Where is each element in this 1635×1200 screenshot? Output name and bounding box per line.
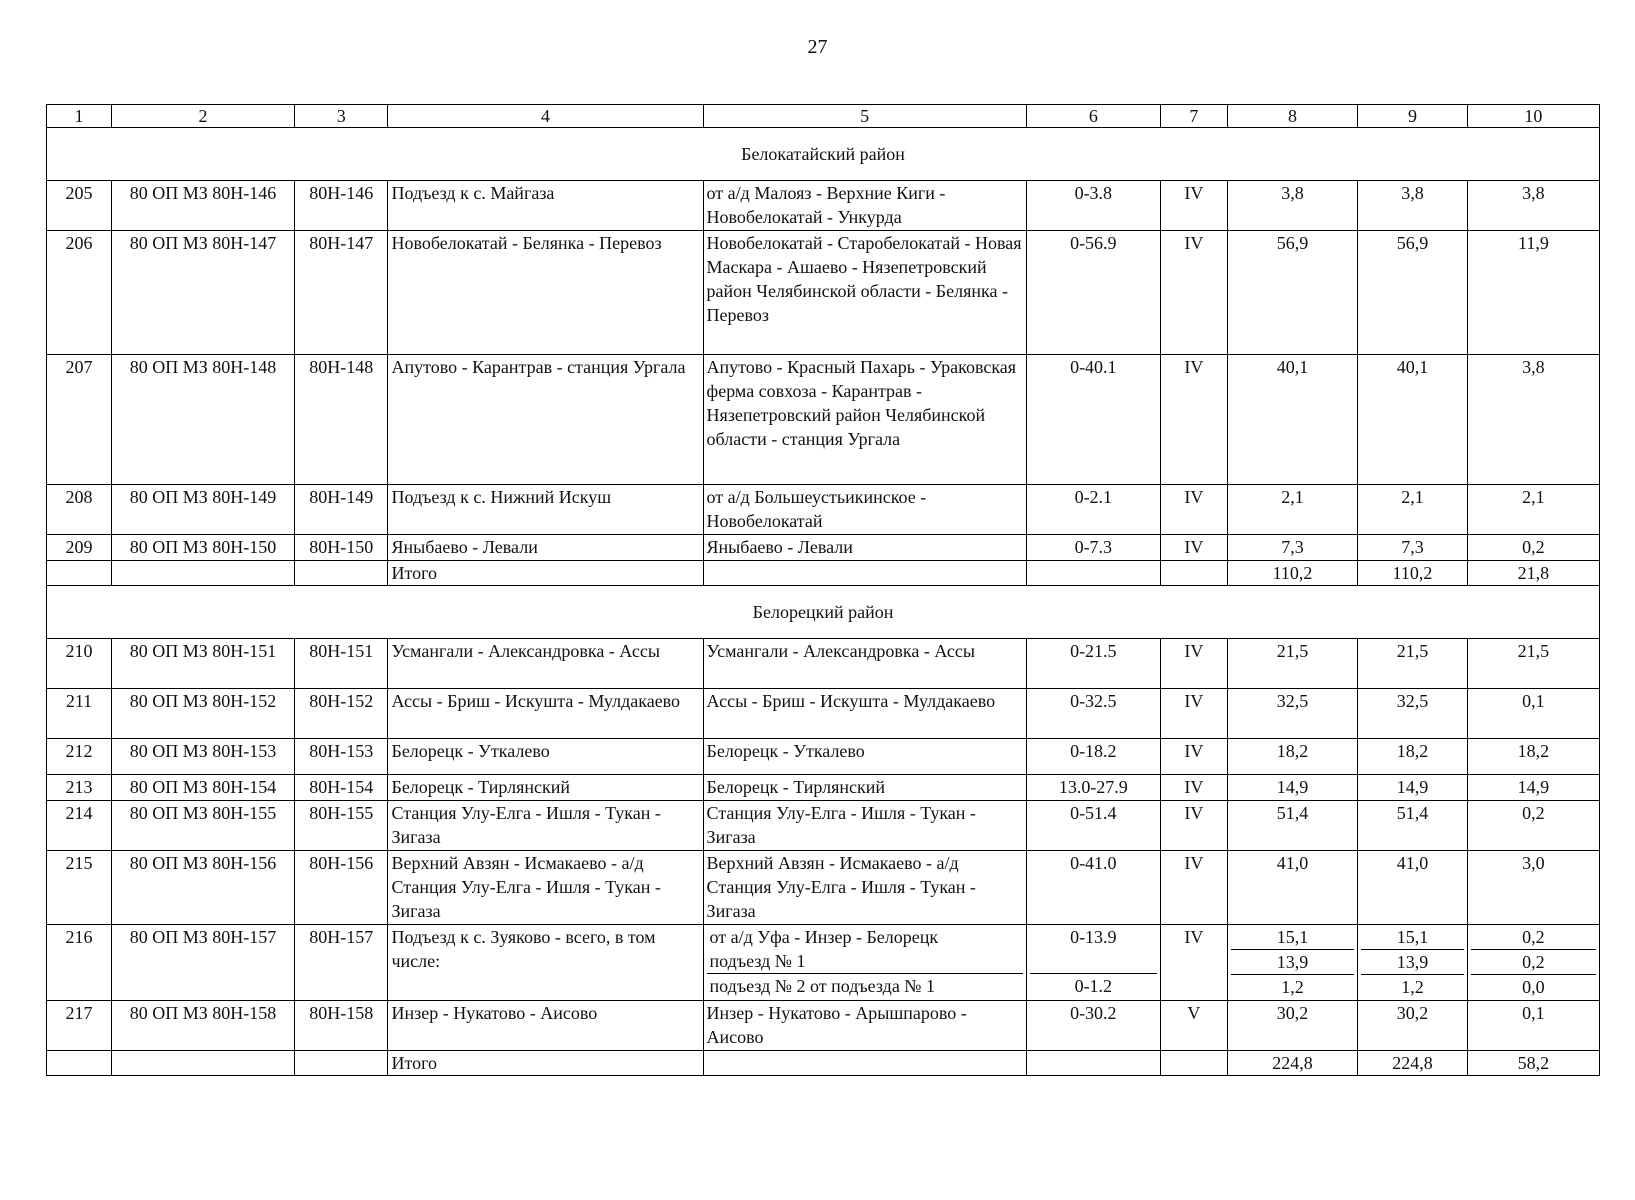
road-code: 80Н-152 <box>294 689 388 739</box>
column-header: 7 <box>1160 105 1227 128</box>
column-header: 2 <box>112 105 295 128</box>
table-row <box>47 739 1600 775</box>
km-range: 13.0-27.9 <box>1026 775 1160 801</box>
empty-cell <box>1026 561 1160 586</box>
road-route: Верхний Авзян - Исмакаево - а/д Станция Улу-Елга - Ишля - Тукан - Зигаза <box>703 851 1026 925</box>
length-col10: 0,2 <box>1467 535 1599 561</box>
district-title: Белорецкий район <box>47 586 1600 639</box>
road-id: 80 ОП МЗ 80Н-157 <box>112 925 295 1001</box>
length-col10: 0,1 <box>1467 689 1599 739</box>
length-col10: 11,9 <box>1467 231 1599 355</box>
road-code: 80Н-148 <box>294 355 388 485</box>
row-number: 216 <box>47 925 112 1001</box>
length-col9: 15,1 <box>1361 925 1464 950</box>
road-route: Апутово - Красный Пахарь - Ураковская ферма совхоза - Карантрав - Нязепетровский район Челябинской области - станция Ургала <box>703 355 1026 485</box>
row-number: 214 <box>47 801 112 851</box>
length-col8: 3,8 <box>1227 181 1357 231</box>
road-category: IV <box>1160 739 1227 775</box>
length-col8: 56,9 <box>1227 231 1357 355</box>
road-route: Усмангали - Александровка - Ассы <box>703 639 1026 689</box>
length-col10: 0,2 <box>1471 925 1596 950</box>
table-row <box>47 689 1600 739</box>
column-number-row <box>47 105 1600 128</box>
road-code: 80Н-156 <box>294 851 388 925</box>
road-route-group <box>703 925 1026 1001</box>
km-range-branch-2: 0-1.2 <box>1074 976 1113 996</box>
road-name: Новобелокатай - Белянка - Перевоз <box>388 231 703 355</box>
row-number: 205 <box>47 181 112 231</box>
km-range: 0-7.3 <box>1026 535 1160 561</box>
length-col10: 3,8 <box>1467 181 1599 231</box>
length-col8: 21,5 <box>1227 639 1357 689</box>
km-range: 0-51.4 <box>1026 801 1160 851</box>
road-name: Станция Улу-Елга - Ишля - Тукан - Зигаза <box>388 801 703 851</box>
road-category: IV <box>1160 851 1227 925</box>
empty-cell <box>1160 1051 1227 1076</box>
column-header: 4 <box>388 105 703 128</box>
km-range: 0-30.2 <box>1026 1001 1160 1051</box>
column-header: 5 <box>703 105 1026 128</box>
column-header: 10 <box>1467 105 1599 128</box>
road-category: IV <box>1160 689 1227 739</box>
total-col9: 224,8 <box>1358 1051 1468 1076</box>
table-row <box>47 355 1600 485</box>
row-number: 211 <box>47 689 112 739</box>
row-number: 212 <box>47 739 112 775</box>
length-col8: 18,2 <box>1227 739 1357 775</box>
length-col8: 7,3 <box>1227 535 1357 561</box>
road-register-table <box>46 104 1600 1076</box>
length-col10: 3,8 <box>1467 355 1599 485</box>
road-route: от а/д Большеустьикинское - Новобелокатай <box>703 485 1026 535</box>
road-route: от а/д Уфа - Инзер - Белорецк <box>709 927 939 947</box>
total-row <box>47 561 1600 586</box>
road-category: IV <box>1160 231 1227 355</box>
road-code: 80Н-158 <box>294 1001 388 1051</box>
road-name: Ассы - Бриш - Искушта - Мулдакаево <box>388 689 703 739</box>
road-id: 80 ОП МЗ 80Н-155 <box>112 801 295 851</box>
road-name: Подъезд к с. Майгаза <box>388 181 703 231</box>
row-number: 215 <box>47 851 112 925</box>
road-id: 80 ОП МЗ 80Н-152 <box>112 689 295 739</box>
road-category: IV <box>1160 801 1227 851</box>
road-route: от а/д Малояз - Верхние Киги - Новобелокатай - Ункурда <box>703 181 1026 231</box>
road-name: Усмангали - Александровка - Ассы <box>388 639 703 689</box>
length-col10: 2,1 <box>1467 485 1599 535</box>
km-range: 0-41.0 <box>1026 851 1160 925</box>
table-body <box>47 105 1600 1076</box>
road-name: Инзер - Нукатово - Аисово <box>388 1001 703 1051</box>
road-category: IV <box>1160 181 1227 231</box>
table-row <box>47 639 1600 689</box>
road-id: 80 ОП МЗ 80Н-148 <box>112 355 295 485</box>
empty-cell <box>294 1051 388 1076</box>
district-row <box>47 128 1600 181</box>
km-range: 0-21.5 <box>1026 639 1160 689</box>
length-col10-branch-2: 0,0 <box>1522 977 1545 997</box>
empty-cell <box>294 561 388 586</box>
length-col8: 2,1 <box>1227 485 1357 535</box>
table-row <box>47 485 1600 535</box>
road-id: 80 ОП МЗ 80Н-150 <box>112 535 295 561</box>
road-code: 80Н-151 <box>294 639 388 689</box>
road-name: Белорецк - Тирлянский <box>388 775 703 801</box>
column-header: 8 <box>1227 105 1357 128</box>
length-col8-branch-1: 13,9 <box>1231 950 1354 975</box>
table-row <box>47 231 1600 355</box>
road-name: Белорецк - Уткалево <box>388 739 703 775</box>
district-row <box>47 586 1600 639</box>
length-col9: 2,1 <box>1358 485 1468 535</box>
road-category: IV <box>1160 925 1227 1001</box>
length-col9-group <box>1358 925 1468 1001</box>
row-number: 206 <box>47 231 112 355</box>
length-col8: 32,5 <box>1227 689 1357 739</box>
district-title: Белокатайский район <box>47 128 1600 181</box>
length-col10-branch-1: 0,2 <box>1471 950 1596 975</box>
length-col10: 21,5 <box>1467 639 1599 689</box>
length-col9: 32,5 <box>1358 689 1468 739</box>
length-col9: 30,2 <box>1358 1001 1468 1051</box>
table-row-with-branches <box>47 925 1600 1001</box>
km-range: 0-3.8 <box>1026 181 1160 231</box>
empty-cell <box>47 561 112 586</box>
road-category: IV <box>1160 639 1227 689</box>
total-col10: 21,8 <box>1467 561 1599 586</box>
empty-cell <box>1026 1051 1160 1076</box>
length-col8: 51,4 <box>1227 801 1357 851</box>
length-col9: 51,4 <box>1358 801 1468 851</box>
empty-cell <box>47 1051 112 1076</box>
road-id: 80 ОП МЗ 80Н-147 <box>112 231 295 355</box>
length-col8: 40,1 <box>1227 355 1357 485</box>
length-col10: 18,2 <box>1467 739 1599 775</box>
road-code: 80Н-157 <box>294 925 388 1001</box>
column-header: 1 <box>47 105 112 128</box>
road-id: 80 ОП МЗ 80Н-149 <box>112 485 295 535</box>
road-route: Станция Улу-Елга - Ишля - Тукан - Зигаза <box>703 801 1026 851</box>
road-route-branch-2: подъезд № 2 от подъезда № 1 <box>709 976 935 996</box>
road-route: Белорецк - Тирлянский <box>703 775 1026 801</box>
empty-cell <box>1160 561 1227 586</box>
page-number: 27 <box>807 36 828 58</box>
table-row <box>47 851 1600 925</box>
road-code: 80Н-147 <box>294 231 388 355</box>
total-row <box>47 1051 1600 1076</box>
length-col8: 30,2 <box>1227 1001 1357 1051</box>
road-id: 80 ОП МЗ 80Н-158 <box>112 1001 295 1051</box>
row-number: 217 <box>47 1001 112 1051</box>
length-col10: 0,1 <box>1467 1001 1599 1051</box>
empty-cell <box>112 1051 295 1076</box>
road-code: 80Н-146 <box>294 181 388 231</box>
road-name: Яныбаево - Левали <box>388 535 703 561</box>
road-id: 80 ОП МЗ 80Н-154 <box>112 775 295 801</box>
road-name: Апутово - Карантрав - станция Ургала <box>388 355 703 485</box>
road-route: Белорецк - Уткалево <box>703 739 1026 775</box>
road-route-branch-1: подъезд № 1 <box>707 949 1023 974</box>
km-range: 0-13.9 <box>1030 925 1157 974</box>
length-col9: 21,5 <box>1358 639 1468 689</box>
length-col9: 7,3 <box>1358 535 1468 561</box>
length-col8-branch-2: 1,2 <box>1281 977 1304 997</box>
road-category: IV <box>1160 355 1227 485</box>
total-col9: 110,2 <box>1358 561 1468 586</box>
road-id: 80 ОП МЗ 80Н-146 <box>112 181 295 231</box>
total-col8: 110,2 <box>1227 561 1357 586</box>
road-code: 80Н-149 <box>294 485 388 535</box>
road-name: Подъезд к с. Зуяково - всего, в том числе: <box>388 925 703 1001</box>
empty-cell <box>112 561 295 586</box>
road-name: Подъезд к с. Нижний Искуш <box>388 485 703 535</box>
length-col9: 14,9 <box>1358 775 1468 801</box>
road-id: 80 ОП МЗ 80Н-156 <box>112 851 295 925</box>
road-category: IV <box>1160 775 1227 801</box>
length-col8: 41,0 <box>1227 851 1357 925</box>
table-row <box>47 181 1600 231</box>
road-id: 80 ОП МЗ 80Н-151 <box>112 639 295 689</box>
length-col8: 14,9 <box>1227 775 1357 801</box>
km-range: 0-18.2 <box>1026 739 1160 775</box>
km-range-group <box>1026 925 1160 1001</box>
road-category: V <box>1160 1001 1227 1051</box>
row-number: 207 <box>47 355 112 485</box>
length-col9: 41,0 <box>1358 851 1468 925</box>
length-col9-branch-1: 13,9 <box>1361 950 1464 975</box>
length-col10: 3,0 <box>1467 851 1599 925</box>
length-col10: 0,2 <box>1467 801 1599 851</box>
road-code: 80Н-150 <box>294 535 388 561</box>
km-range: 0-2.1 <box>1026 485 1160 535</box>
table-row <box>47 801 1600 851</box>
row-number: 209 <box>47 535 112 561</box>
length-col9-branch-2: 1,2 <box>1401 977 1424 997</box>
length-col9: 18,2 <box>1358 739 1468 775</box>
length-col8: 15,1 <box>1231 925 1354 950</box>
length-col9: 40,1 <box>1358 355 1468 485</box>
empty-cell <box>703 1051 1026 1076</box>
length-col10: 14,9 <box>1467 775 1599 801</box>
length-col10-group <box>1467 925 1599 1001</box>
road-route: Новобелокатай - Старобелокатай - Новая Маскара - Ашаево - Нязепетровский район Челябинской области - Белянка - Перевоз <box>703 231 1026 355</box>
column-header: 6 <box>1026 105 1160 128</box>
length-col9: 56,9 <box>1358 231 1468 355</box>
road-name: Верхний Авзян - Исмакаево - а/д Станция Улу-Елга - Ишля - Тукан - Зигаза <box>388 851 703 925</box>
table-row <box>47 1001 1600 1051</box>
road-route: Яныбаево - Левали <box>703 535 1026 561</box>
column-header: 9 <box>1358 105 1468 128</box>
road-category: IV <box>1160 485 1227 535</box>
table-row <box>47 775 1600 801</box>
total-label: Итого <box>388 1051 703 1076</box>
total-col10: 58,2 <box>1467 1051 1599 1076</box>
row-number: 210 <box>47 639 112 689</box>
road-code: 80Н-154 <box>294 775 388 801</box>
length-col9: 3,8 <box>1358 181 1468 231</box>
road-id: 80 ОП МЗ 80Н-153 <box>112 739 295 775</box>
road-route: Ассы - Бриш - Искушта - Мулдакаево <box>703 689 1026 739</box>
road-code: 80Н-153 <box>294 739 388 775</box>
km-range: 0-32.5 <box>1026 689 1160 739</box>
total-col8: 224,8 <box>1227 1051 1357 1076</box>
km-range: 0-40.1 <box>1026 355 1160 485</box>
length-col8-group <box>1227 925 1357 1001</box>
road-route: Инзер - Нукатово - Арышпарово - Аисово <box>703 1001 1026 1051</box>
km-range: 0-56.9 <box>1026 231 1160 355</box>
row-number: 213 <box>47 775 112 801</box>
road-category: IV <box>1160 535 1227 561</box>
empty-cell <box>703 561 1026 586</box>
table-row <box>47 535 1600 561</box>
column-header: 3 <box>294 105 388 128</box>
road-code: 80Н-155 <box>294 801 388 851</box>
total-label: Итого <box>388 561 703 586</box>
row-number: 208 <box>47 485 112 535</box>
